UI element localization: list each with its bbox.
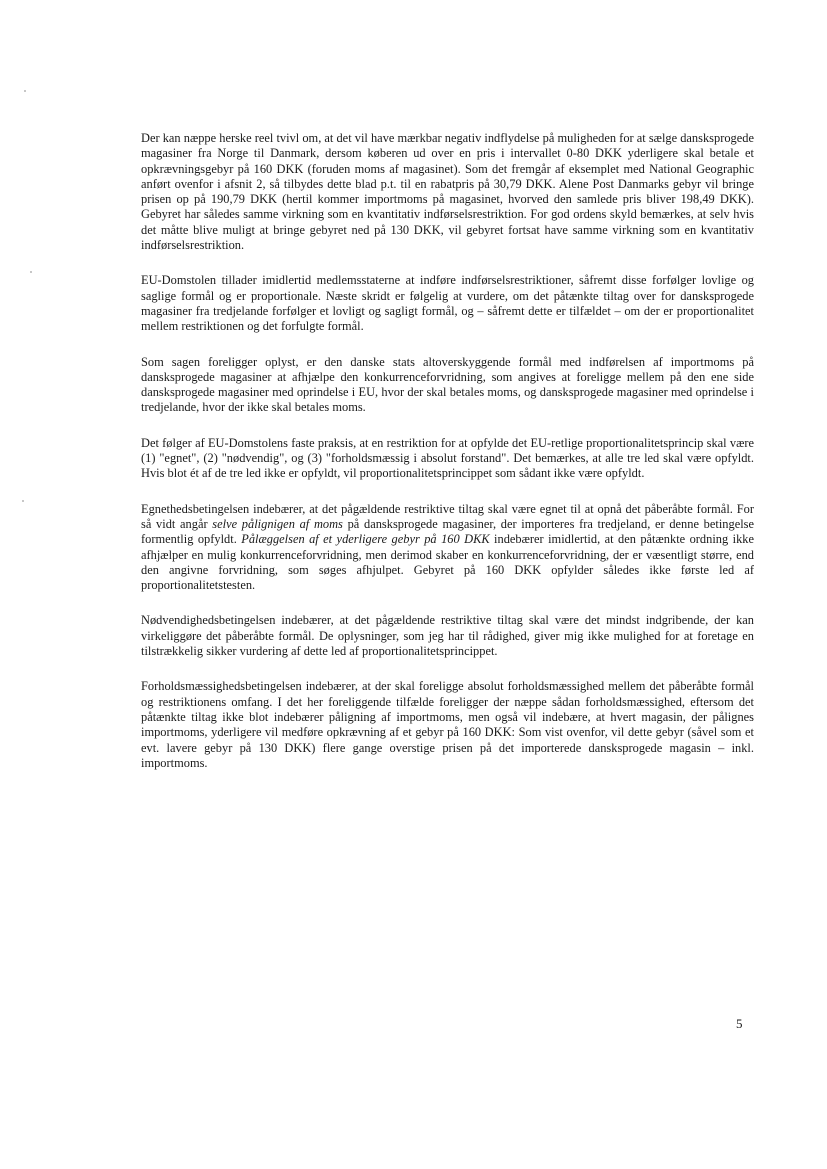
page-number: 5	[736, 1016, 743, 1031]
text-run: Forholdsmæssighedsbetingelsen indebærer, at der skal foreligge absolut forholdsmæssighed mellem det påberåbte formål og restriktionens omfang. I det her foreliggende tilfælde foreligger der næppe sådan forholdsmæssighed, eftersom det påtænkte tiltag ikke blot indebærer påligning af importmoms, men også vil indebære, at hvert magasin, der pålignes importmoms, yderligere vil medføre opkrævning af et gebyr på 160 DKK: Som vist ovenfor, vil dette gebyr (såvel som et evt. lavere gebyr på 130 DKK) flere gange overstige prisen på det importerede dansksprogede magasin – inkl. importmoms.	[141, 679, 754, 770]
text-run: på dansksprogede magasiner, der importeres fra tredjeland, er denne betingelse formentlig opfyldt.	[141, 516, 754, 547]
text-run: Som sagen foreligger oplyst, er den danske stats altoverskyggende formål med indførelsen af importmoms på dansksprogede magasiner at afhjælpe den konkurrenceforvridning, som angives at foreligge mellem på den ene side dansksprogede magasiner med oprindelse i EU, hvor der skal betales moms, og dansksprogede magasiner med oprindelse i tredjelande, hvor der ikke skal betales moms.	[141, 354, 754, 415]
text-run: EU-Domstolen tillader imidlertid medlemsstaterne at indføre indførselsrestriktioner, såfremt disse forfølger lovlige og saglige formål og er proportionale. Næste skridt er følgelig at vurdere, om det påtænkte tiltag over for dansksprogede magasiner fra tredjelande forfølger et lovligt og sagligt formål, og – såfremt dette er tilfældet – om der er proportionalitet mellem restriktionen og det forfulgte formål.	[141, 273, 754, 334]
paragraph	[141, 273, 754, 334]
paragraph	[141, 355, 754, 416]
text-run: indebærer imidlertid, at den påtænkte ordning ikke afhjælper en mulig konkurrenceforvridning, men derimod skaber en konkurrenceforvridning, der er væsentligt større, end den angivne forvridning, som søges afhjulpet. Gebyret på 160 DKK opfylder således ikke første led af proportionalitetstesten.	[141, 532, 754, 593]
scan-speck	[30, 271, 32, 273]
text-run: Det følger af EU-Domstolens faste praksis, at en restriktion for at opfylde det EU-retlige proportionalitetsprincip skal være (1) "egnet", (2) "nødvendig", og (3) "forholdsmæssig i absolut forstand". Det bemærkes, at alle tre led skal være opfyldt. Hvis blot ét af de tre led ikke er opfyldt, vil proportionalitetsprincippet som sådant ikke være opfyldt.	[141, 435, 754, 481]
paragraph	[141, 131, 754, 253]
paragraph	[141, 613, 754, 659]
document-body	[141, 131, 754, 791]
text-run: Egnethedsbetingelsen indebærer, at det pågældende restriktive tiltag skal være egnet til at opnå det påberåbte formål. For så vidt angår	[141, 501, 754, 531]
paragraph	[141, 679, 754, 771]
italic-phrase: Pålæggelsen af et yderligere gebyr på 160 DKK	[241, 532, 490, 547]
paragraph	[141, 502, 754, 594]
text-run: Der kan næppe herske reel tvivl om, at det vil have mærkbar negativ indflydelse på muligheden for at sælge dansksprogede magasiner fra Norge til Danmark, dersom køberen ud over en pris i intervallet 0-80 DKK yderligere skal betale et opkrævningsgebyr på 160 DKK (foruden moms af magasinet). Som det fremgår af eksemplet med National Geographic anført ovenfor i afsnit 2, så tilbydes dette blad p.t. til en rabatpris på 30,79 DKK. Alene Post Danmarks gebyr vil bringe prisen op på 190,79 DKK (hertil kommer importmoms på magasinet, hvorved den samlede pris bliver 198,49 DKK). Gebyret har således samme virkning som en kvantitativ indførselsrestriktion. For god ordens skyld bemærkes, at selv hvis det måtte blive muligt at bringe gebyret ned på 130 DKK, vil gebyret fortsat have samme virkning som en kvantitativ indførselsrestriktion.	[141, 131, 754, 253]
paragraph	[141, 436, 754, 482]
italic-phrase: selve pålignigen af moms	[212, 516, 343, 531]
text-run: Nødvendighedsbetingelsen indebærer, at det pågældende restriktive tiltag skal være det mindst indgribende, der kan virkeliggøre det påberåbte formål. De oplysninger, som jeg har til rådighed, giver mig ikke mulighed for at foretage en tilstrækkelig sikker vurdering af dette led af proportionalitetsprincippet.	[141, 613, 754, 659]
scan-speck	[24, 90, 26, 92]
scan-speck	[22, 500, 24, 502]
